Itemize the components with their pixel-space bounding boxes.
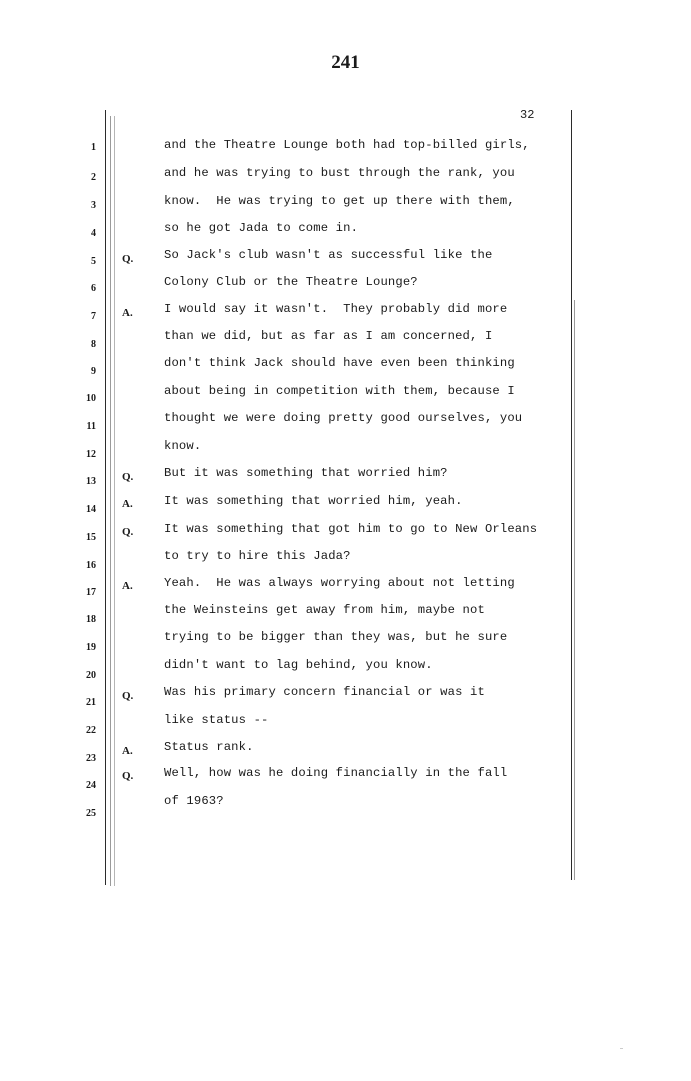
transcript-line: so he got Jada to come in.	[164, 221, 359, 235]
line-number: 24	[86, 780, 96, 791]
line-number: 9	[91, 366, 96, 377]
speaker-marker: A.	[122, 498, 133, 510]
transcript-line: of 1963?	[164, 794, 224, 808]
line-number: 13	[86, 476, 96, 487]
transcript-line: the Weinsteins get away from him, maybe not	[164, 603, 485, 617]
transcript-line: to try to hire this Jada?	[164, 549, 351, 563]
transcript-line: like status --	[164, 713, 269, 727]
transcript-line: It was something that got him to go to New Orleans	[164, 522, 538, 536]
transcript-line: Colony Club or the Theatre Lounge?	[164, 275, 418, 289]
line-number: 25	[86, 808, 96, 819]
speaker-marker: Q.	[122, 690, 134, 702]
transcript-line: But it was something that worried him?	[164, 466, 448, 480]
line-number: 2	[91, 172, 96, 183]
right-margin-rule-inner	[574, 300, 575, 880]
line-number: 4	[91, 228, 96, 239]
transcript-line: Status rank.	[164, 740, 254, 754]
transcript-line: and the Theatre Lounge both had top-billed girls,	[164, 138, 530, 152]
line-number: 20	[86, 670, 96, 681]
speaker-marker: Q.	[122, 253, 134, 265]
transcript-line: know. He was trying to get up there with them,	[164, 194, 515, 208]
transcript-line: Was his primary concern financial or was it	[164, 685, 485, 699]
transcript-line: don't think Jack should have even been thinking	[164, 356, 515, 370]
line-number: 16	[86, 560, 96, 571]
speaker-marker: A.	[122, 745, 133, 757]
line-number: 17	[86, 587, 96, 598]
line-number: 15	[86, 532, 96, 543]
transcript-line: about being in competition with them, because I	[164, 384, 515, 398]
transcript-line: and he was trying to bust through the rank, you	[164, 166, 515, 180]
sheet-number: 32	[520, 108, 535, 122]
speaker-marker: Q.	[122, 471, 134, 483]
line-number: 10	[86, 393, 96, 404]
transcript-line: It was something that worried him, yeah.	[164, 494, 463, 508]
transcript-line: didn't want to lag behind, you know.	[164, 658, 433, 672]
scan-speck	[620, 1048, 623, 1049]
line-number: 1	[91, 142, 96, 153]
line-number: 21	[86, 697, 96, 708]
page-number: 241	[331, 52, 360, 73]
speaker-marker: Q.	[122, 526, 134, 538]
transcript-line: I would say it wasn't. They probably did more	[164, 302, 508, 316]
speaker-marker: A.	[122, 307, 133, 319]
line-number: 7	[91, 311, 96, 322]
line-number: 22	[86, 725, 96, 736]
line-number: 23	[86, 753, 96, 764]
line-number: 19	[86, 642, 96, 653]
line-number: 5	[91, 256, 96, 267]
left-margin-rule-inner	[110, 116, 111, 886]
left-margin-rule	[105, 110, 106, 885]
line-number: 8	[91, 339, 96, 350]
speaker-marker: Q.	[122, 770, 134, 782]
transcript-line: Well, how was he doing financially in the fall	[164, 766, 508, 780]
transcript-line: than we did, but as far as I am concerned, I	[164, 329, 493, 343]
transcript-line: thought we were doing pretty good ourselves, you	[164, 411, 523, 425]
line-number: 14	[86, 504, 96, 515]
line-number: 11	[86, 421, 96, 432]
transcript-line: Yeah. He was always worrying about not letting	[164, 576, 515, 590]
transcript-line: trying to be bigger than they was, but he sure	[164, 630, 508, 644]
transcript-line: So Jack's club wasn't as successful like the	[164, 248, 493, 262]
line-number: 18	[86, 614, 96, 625]
right-margin-rule	[571, 110, 572, 880]
line-number: 6	[91, 283, 96, 294]
speaker-marker: A.	[122, 580, 133, 592]
left-margin-rule-inner-2	[114, 116, 115, 886]
line-number: 12	[86, 449, 96, 460]
transcript-line: know.	[164, 439, 202, 453]
line-number: 3	[91, 200, 96, 211]
